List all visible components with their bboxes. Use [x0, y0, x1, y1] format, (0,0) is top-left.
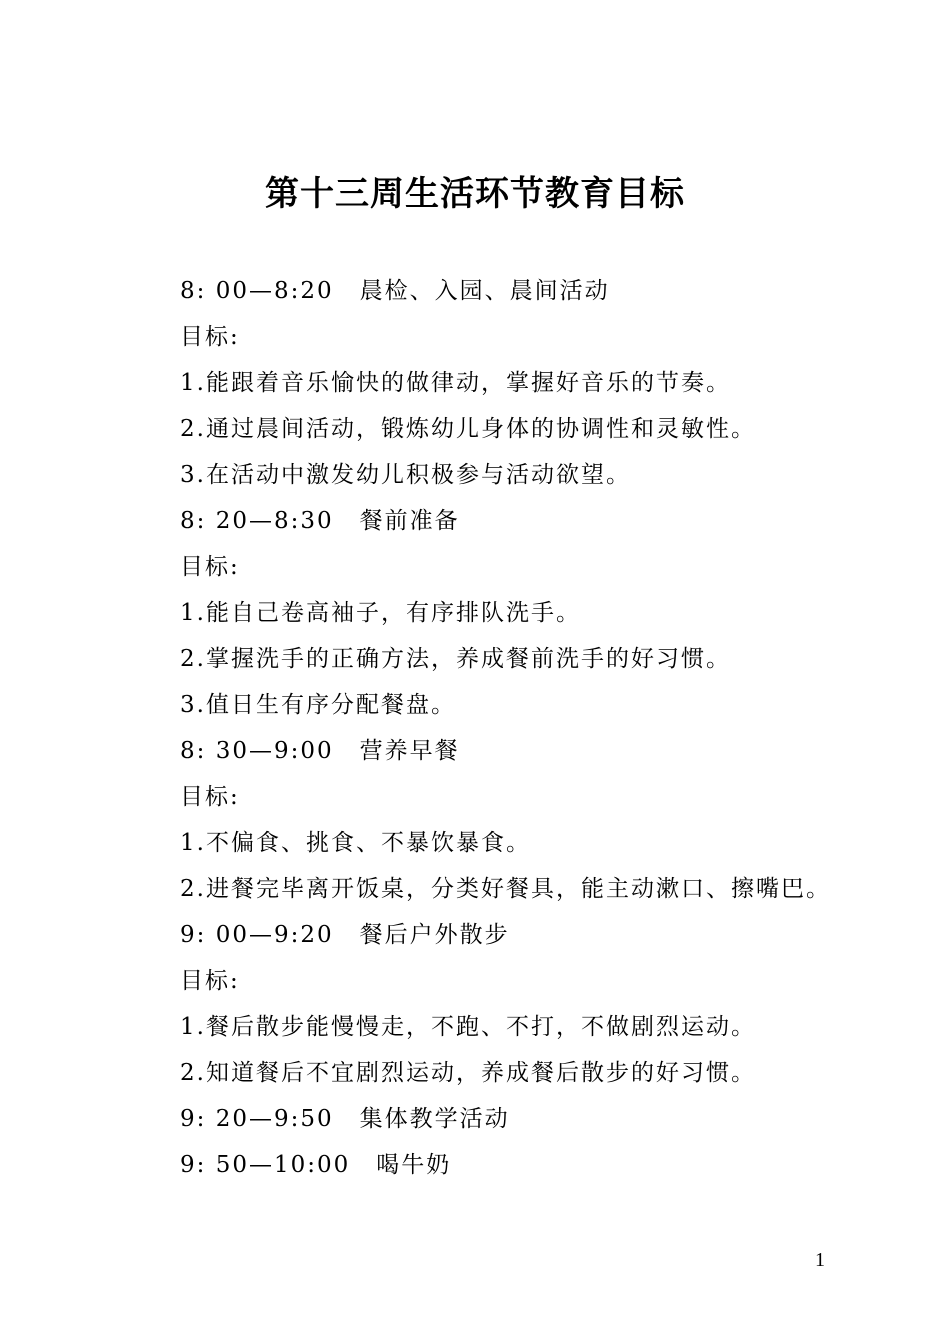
activity-name: 营养早餐 [359, 738, 460, 764]
schedule-time-line [180, 1096, 880, 1142]
schedule-time-line [180, 1142, 880, 1188]
goal-line: 目标: [180, 784, 240, 810]
goal-line: 2.掌握洗手的正确方法，养成餐前洗手的好习惯。 [180, 646, 731, 672]
activity-name: 晨检、入园、晨间活动 [359, 278, 610, 304]
goal-line: 目标: [180, 324, 240, 350]
schedule-lines [180, 268, 880, 1188]
goal-line: 目标: [180, 554, 240, 580]
goal-line: 1.不偏食、挑食、不暴饮暴食。 [180, 830, 531, 856]
goal-line: 2.知道餐后不宜剧烈运动，养成餐后散步的好习惯。 [180, 1060, 756, 1086]
time-range: 9: 50—10:00 [180, 1152, 351, 1178]
activity-name: 餐后户外散步 [359, 922, 510, 948]
goal-line: 目标: [180, 968, 240, 994]
time-range: 9: 00—9:20 [180, 922, 334, 948]
activity-name: 喝牛奶 [376, 1152, 452, 1178]
goal-line: 2.通过晨间活动，锻炼幼儿身体的协调性和灵敏性。 [180, 416, 756, 442]
goal-line: 1.能自己卷高袖子，有序排队洗手。 [180, 600, 581, 626]
goal-line: 1.能跟着音乐愉快的做律动，掌握好音乐的节奏。 [180, 370, 731, 396]
activity-name: 集体教学活动 [359, 1106, 510, 1132]
goal-line: 2.进餐完毕离开饭桌，分类好餐具，能主动漱口、擦嘴巴。 [180, 876, 831, 902]
schedule-time-line [180, 268, 880, 314]
time-range: 8: 20—8:30 [180, 508, 334, 534]
page-number: 1 [815, 1249, 825, 1271]
schedule-time-line [180, 498, 880, 544]
goal-line: 1.餐后散步能慢慢走，不跑、不打，不做剧烈运动。 [180, 1014, 756, 1040]
page-title: 第十三周生活环节教育目标 [265, 174, 685, 214]
time-range: 8: 30—9:00 [180, 738, 334, 764]
goal-line: 3.在活动中激发幼儿积极参与活动欲望。 [180, 462, 631, 488]
time-range: 9: 20—9:50 [180, 1106, 334, 1132]
schedule-time-line [180, 912, 880, 958]
activity-name: 餐前准备 [359, 508, 460, 534]
schedule-time-line [180, 728, 880, 774]
time-range: 8: 00—8:20 [180, 278, 334, 304]
goal-line: 3.值日生有序分配餐盘。 [180, 692, 456, 718]
